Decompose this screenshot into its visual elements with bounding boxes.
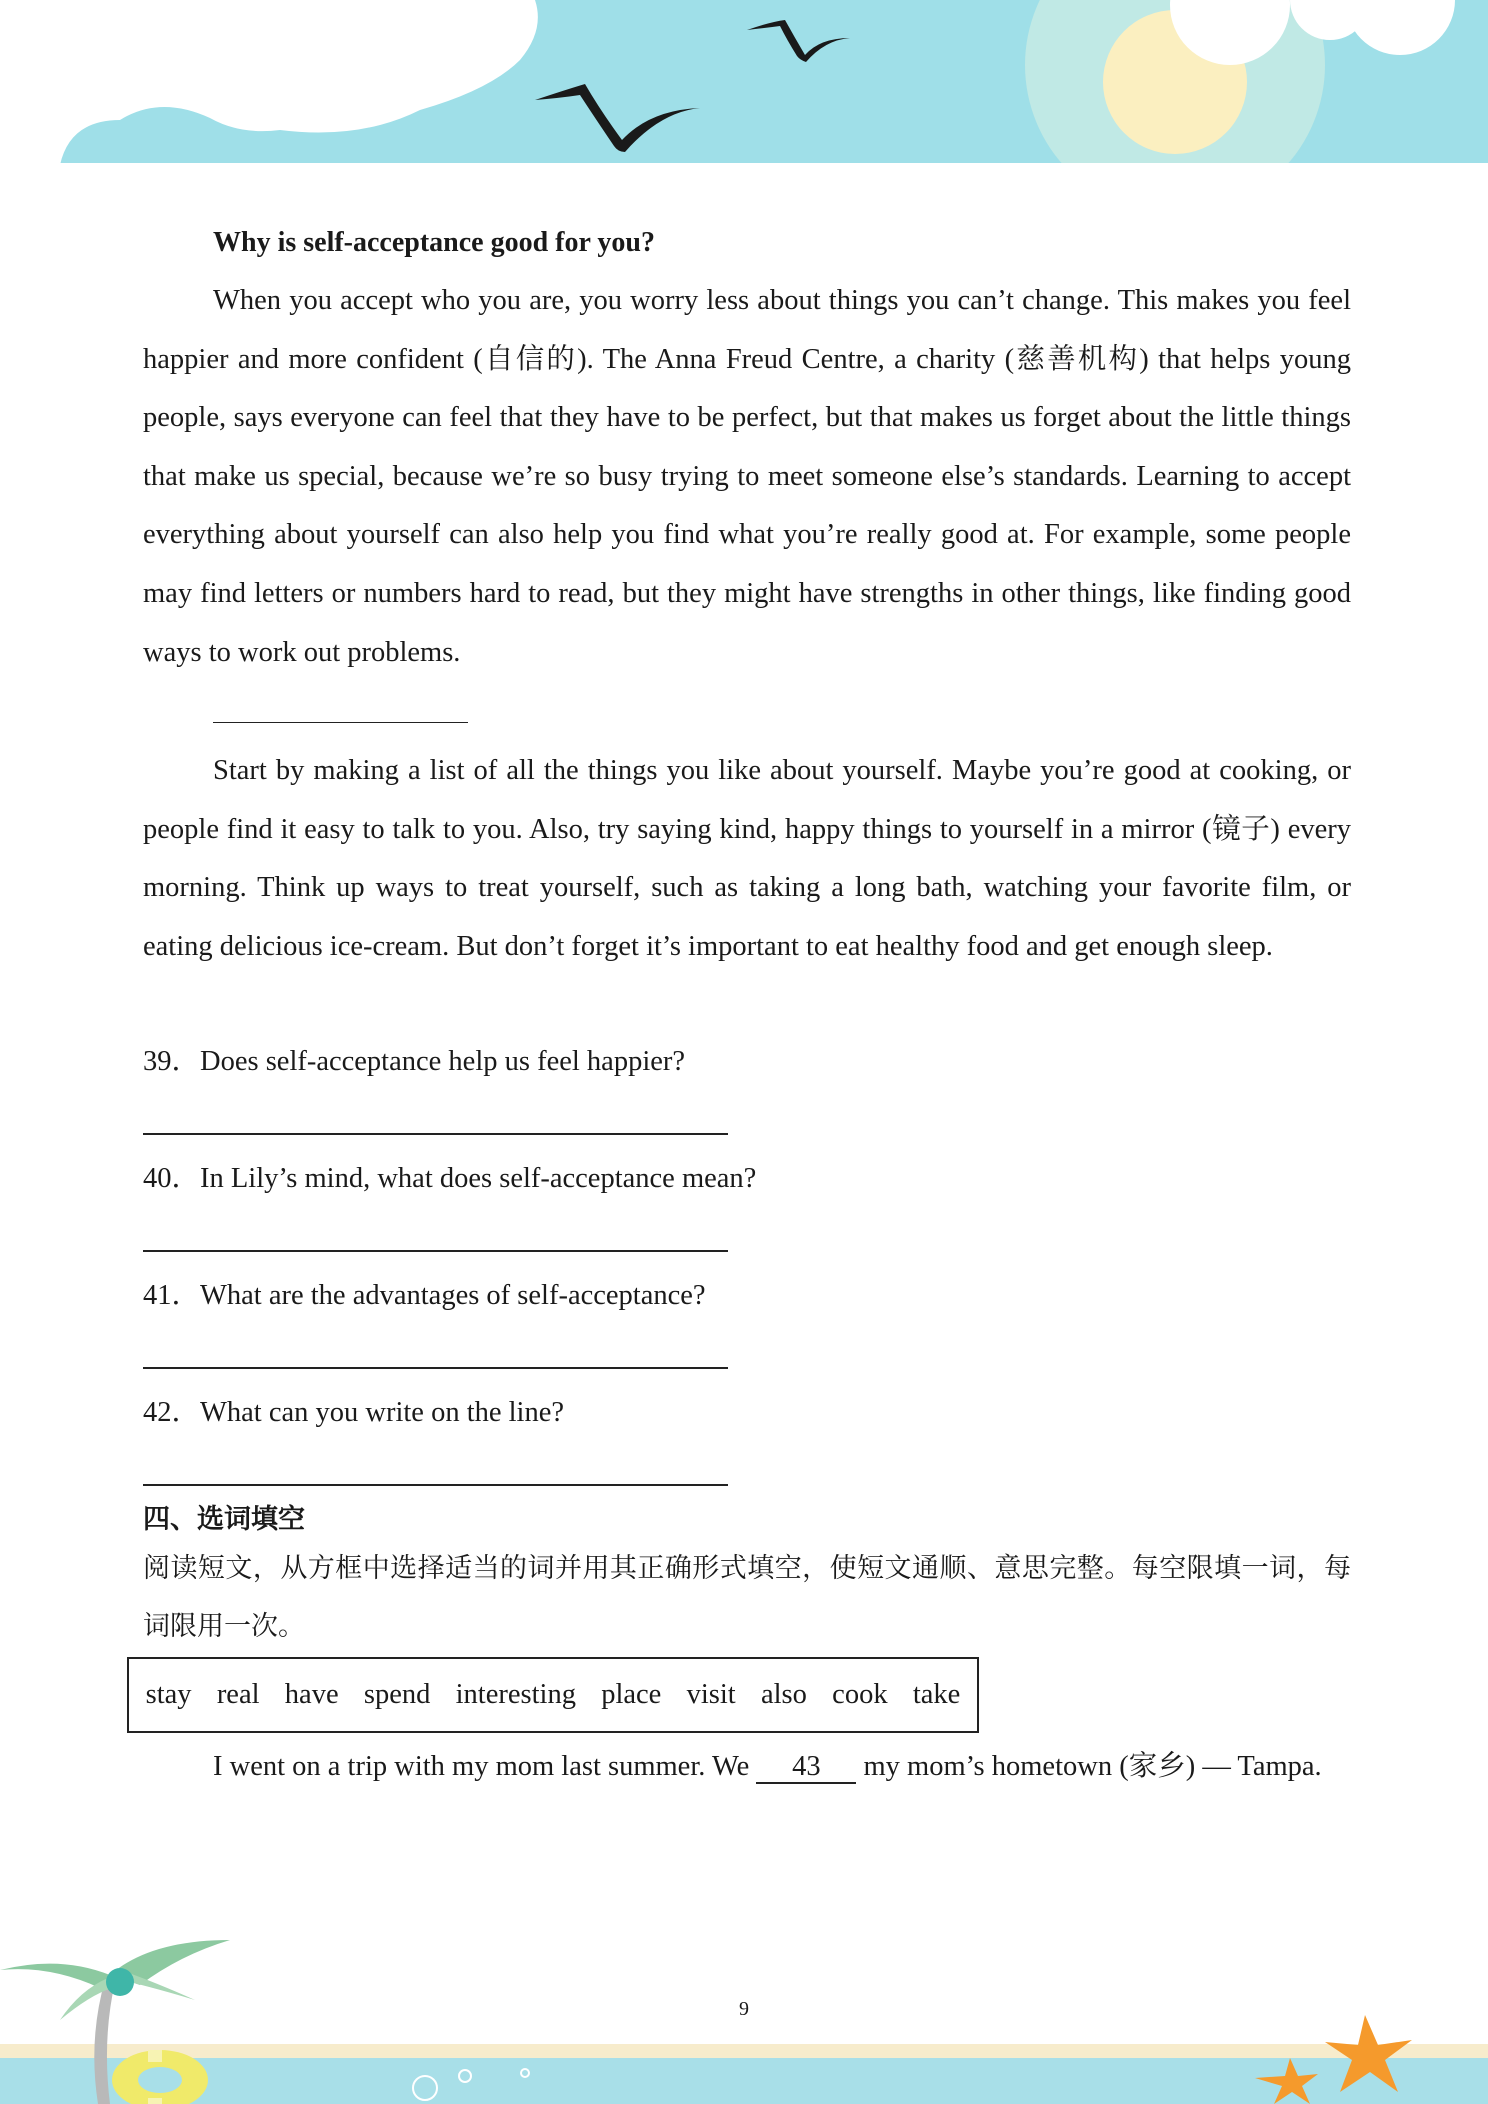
reading-paragraph: Start by making a list of all the things you like about yourself. Maybe you’re good at cooking, or people find it easy to talk to you. Also, try saying kind, happy things to yourself in a mirror (镜子) every morning. Think up ways to treat yourself, such as taking a long bath, watching your favorite film, or eating delicious ice-cream. But don’t forget it’s important to eat healthy food and get enough sleep. [143, 755, 1351, 962]
answer-line-39[interactable] [143, 1133, 728, 1135]
word-bank-item: cook [832, 1679, 888, 1710]
word-bank-item: place [601, 1679, 662, 1710]
word-bank-box [127, 1657, 979, 1733]
question-39: 39．Does self-acceptance help us feel happier? [143, 1046, 686, 1077]
word-bank-item: spend [363, 1679, 431, 1710]
blank-43[interactable]: 43 [756, 1752, 856, 1784]
reading-paragraph: When you accept who you are, you worry less about things you can’t change. This makes you feel happier and more confident (自信的). The Anna Freud Centre, a charity (慈善机构) that helps young people, says everyone can feel that they have to be perfect, but that makes us forget about the little things that make us special, because we’re so busy trying to meet someone else’s standards. Learning to accept everything about yourself can also help you find what you’re really good at. For example, some people may find letters or numbers hard to read, but they might have strengths in other things, like finding good ways to work out problems. [143, 285, 1351, 668]
word-bank-item: also [760, 1679, 807, 1710]
paragraph-heading: Why is self-acceptance good for you? [213, 227, 655, 258]
passage-text: my mom’s hometown (家乡) — Tampa. [856, 1751, 1322, 1782]
question-40: 40．In Lily’s mind, what does self-acceptance mean? [143, 1163, 757, 1194]
word-bank-item: interesting [455, 1679, 576, 1710]
section-instruction: 阅读短文，从方框中选择适当的词并用其正确形式填空，使短文通顺、意思完整。每空限填一词，每词限用一次。 [143, 1553, 1351, 1642]
footer-beach-decoration [0, 1900, 1488, 2104]
passage-text: I went on a trip with my mom last summer. We [213, 1751, 757, 1782]
word-bank-item: have [284, 1679, 339, 1710]
word-bank-item: stay [145, 1679, 192, 1710]
question-41: 41．What are the advantages of self-acceptance? [143, 1280, 706, 1311]
page-number: 9 [739, 1998, 749, 2020]
answer-line-42[interactable] [143, 1484, 728, 1486]
fill-in-line [213, 722, 468, 723]
answer-line-41[interactable] [143, 1367, 728, 1369]
question-42: 42．What can you write on the line? [143, 1397, 565, 1428]
word-bank-item: visit [686, 1679, 736, 1710]
cloze-passage [143, 1738, 1351, 1797]
section-title: 四、选词填空 [143, 1504, 305, 1535]
word-bank-item: take [912, 1679, 961, 1710]
header-sky-decoration [0, 0, 1488, 170]
answer-line-40[interactable] [143, 1250, 728, 1252]
word-bank-item: real [216, 1679, 260, 1710]
